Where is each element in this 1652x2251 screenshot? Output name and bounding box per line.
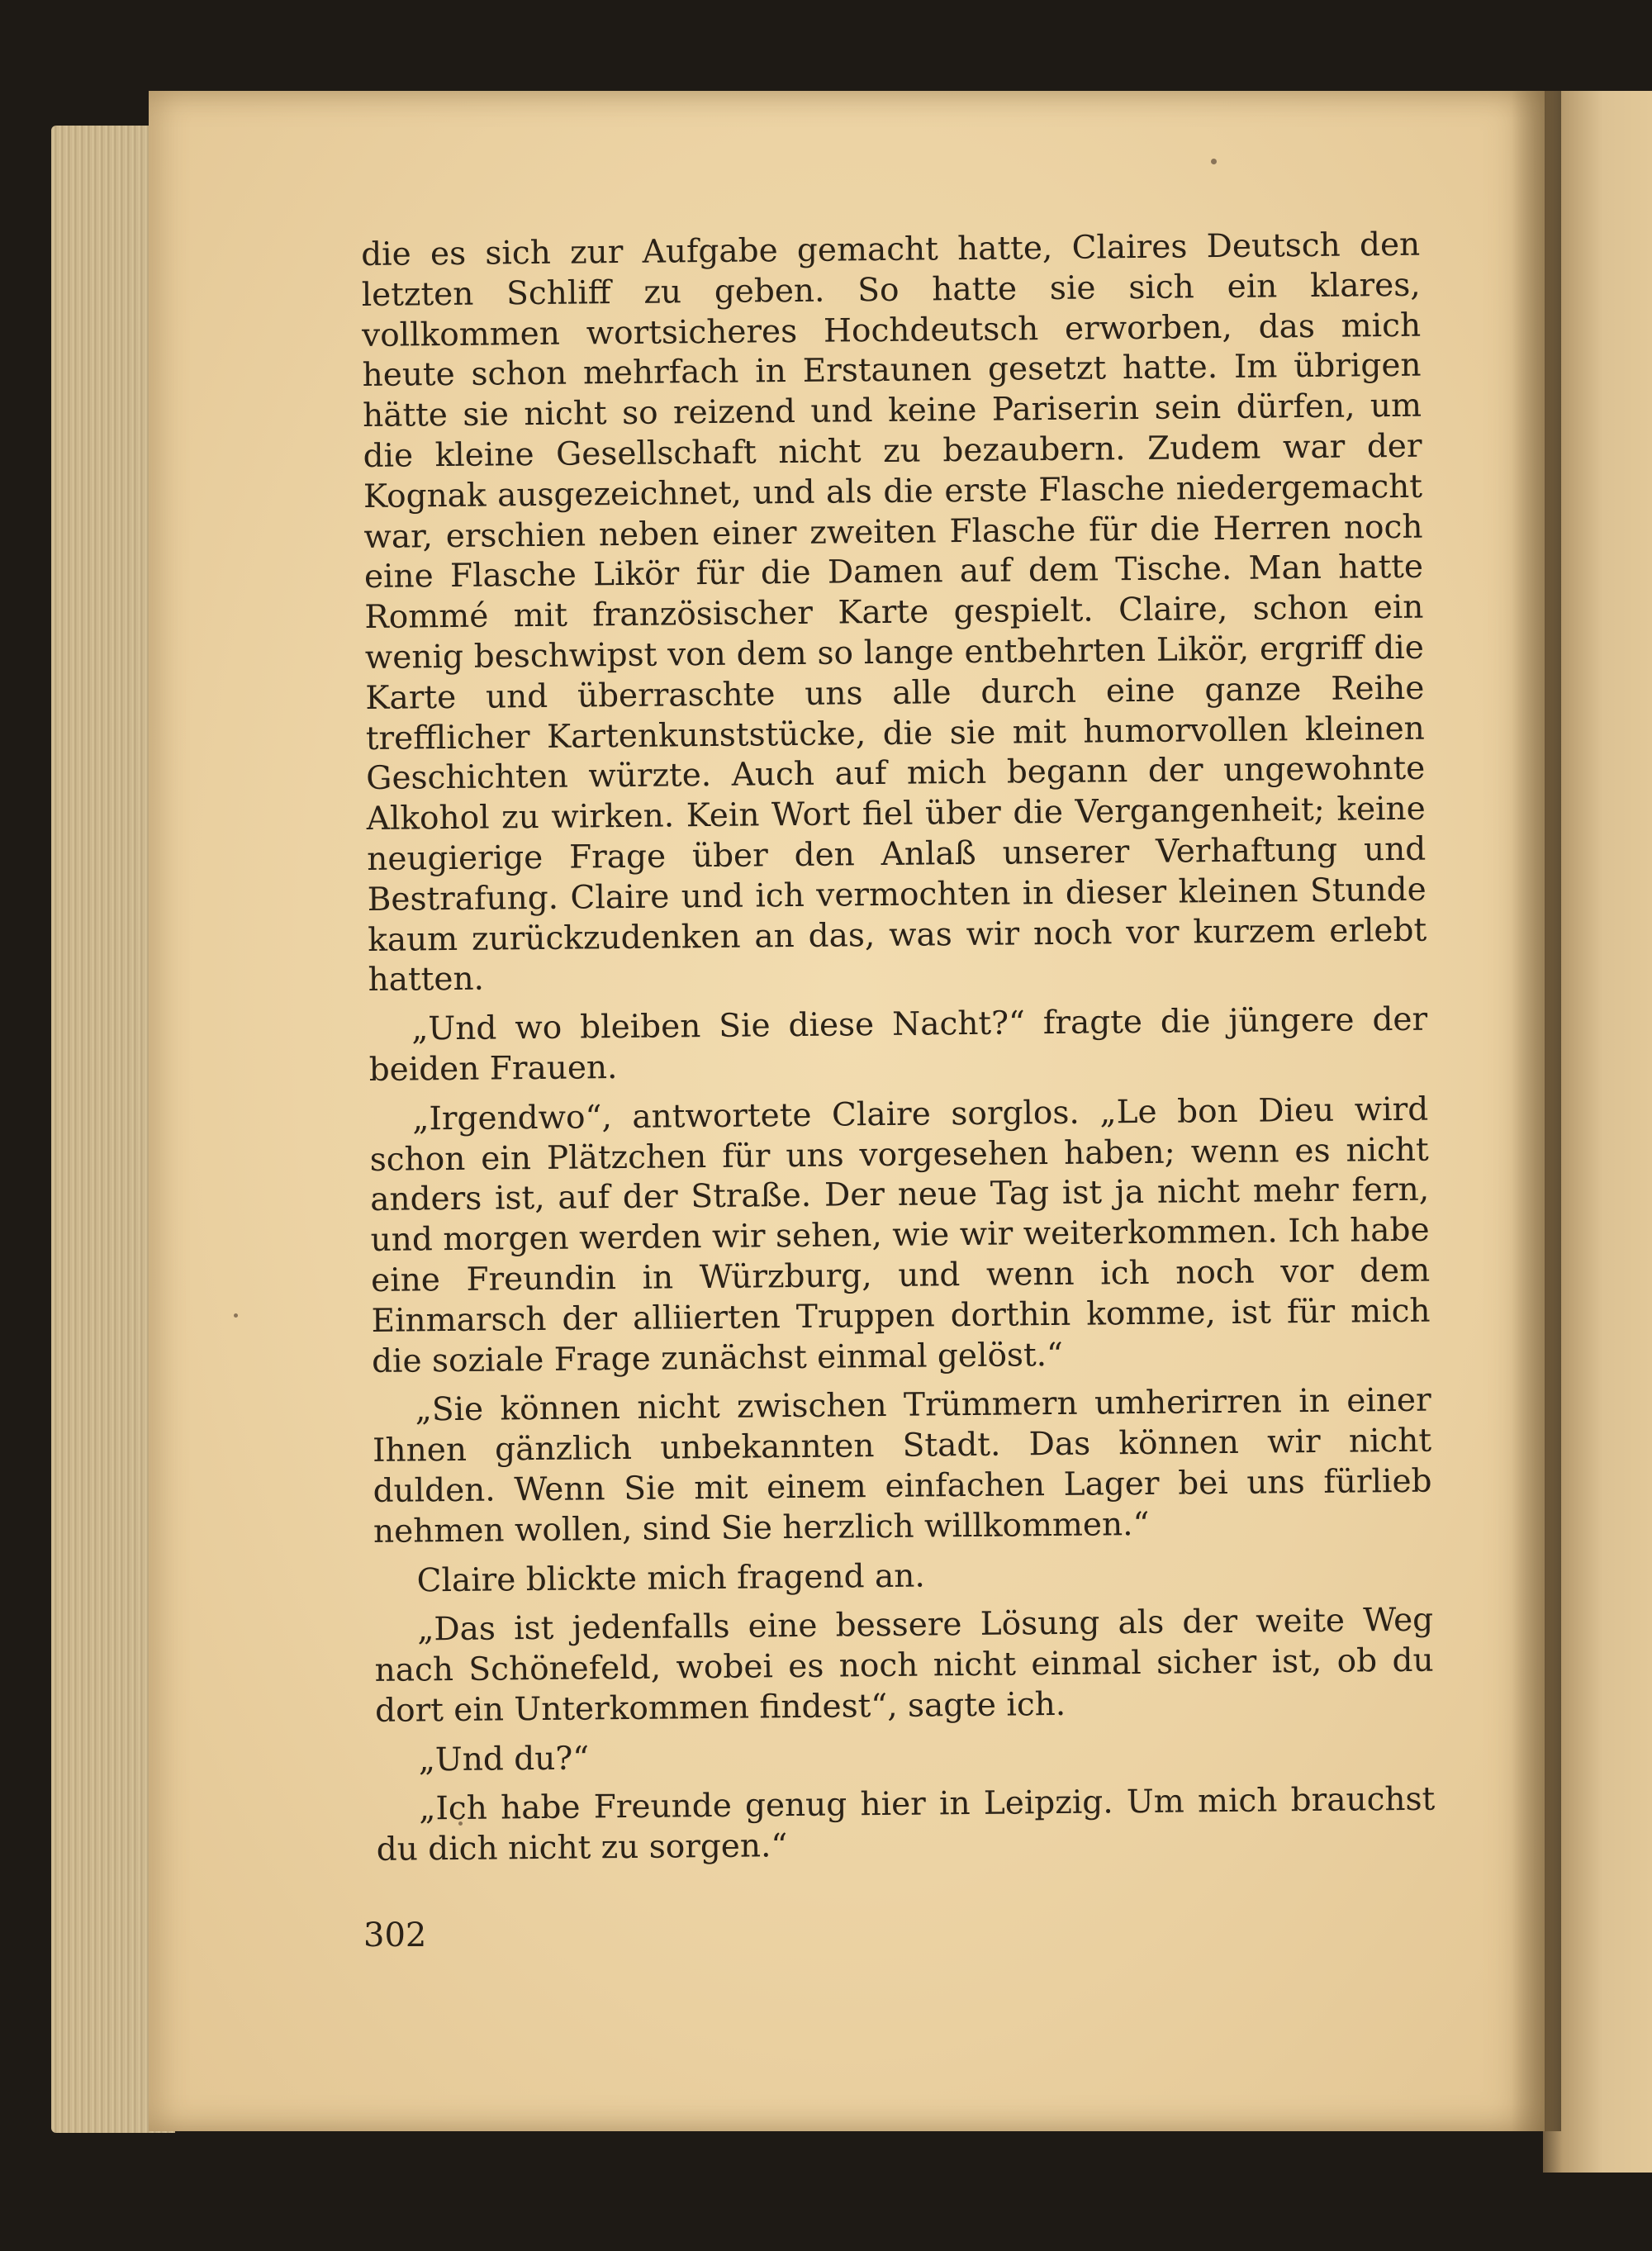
- body-text: [361, 226, 1436, 1880]
- paragraph: „Sie können nicht zwischen Trümmern umherirren in einer Ihnen gänzlich unbekannten Stadt. Das können wir nicht dulden. Wenn Sie mit einem einfachen Lager bei uns fürlieb nehmen wollen, sind Sie herzlich willkommen.“: [372, 1381, 1432, 1551]
- paper-speck: [1211, 159, 1217, 164]
- paragraph: die es sich zur Aufgabe gemacht hatte, Claires Deutsch den letzten Schliff zu geben. So hatte sie sich ein klares, vollkommen wortsicheres Hochdeutsch erworben, das mich heute schon mehrfach in Erstaunen gesetzt hatte. Im übrigen hätte sie nicht so reizend und keine Pariserin sein dürfen, um die kleine Gesellschaft nicht zu bezaubern. Zudem war der Kognak ausgezeichnet, und als die erste Flasche niedergemacht war, erschien neben einer zweiten Flasche für die Herren noch eine Flasche Likör für die Damen auf dem Tische. Man hatte Rommé mit französischer Karte gespielt. Claire, schon ein wenig beschwipst von dem so lange entbehrten Likör, ergriff die Karte und überraschte uns alle durch eine ganze Reihe trefflicher Kartenkunststücke, die sie mit humorvollen kleinen Geschichten würzte. Auch auf mich begann der ungewohnte Alkohol zu wirken. Kein Wort fiel über die Vergangenheit; keine neugierige Frage über den Anlaß unserer Verhaftung und Bestrafung. Claire und ich vermochten in dieser kleinen Stunde kaum zurückzudenken an das, was wir noch vor kurzem erlebt hatten.: [361, 226, 1427, 1000]
- paragraph: „Und du?“: [418, 1740, 590, 1779]
- paragraph: „Das ist jedenfalls eine bessere Lösung als der weite Weg nach Schönefeld, wobei es noch nicht einmal sicher ist, ob du dort ein Unterkommen findest“, sagte ich.: [374, 1601, 1434, 1730]
- gutter-shadow: [1512, 91, 1561, 2131]
- paper-speck: [234, 1313, 238, 1318]
- page-number: 302: [363, 1916, 427, 1954]
- paragraph: Claire blickte mich fragend an.: [416, 1557, 925, 1599]
- paragraph: „Irgendwo“, antwortete Claire sorglos. „Le bon Dieu wird schon ein Plätzchen für uns vorgesehen haben; wenn es nicht anders ist, auf der Straße. Der neue Tag ist ja nicht mehr fern, und morgen werden wir sehen, wie wir weiterkommen. Ich habe eine Freundin in Würzburg, und wenn ich noch vor dem Einmarsch der alliierten Truppen dorthin komme, ist für mich die soziale Frage zunächst einmal gelöst.“: [369, 1090, 1431, 1380]
- paragraph: „Und wo bleiben Sie diese Nacht?“ fragte die jüngere der beiden Frauen.: [368, 1000, 1428, 1089]
- paragraph: „Ich habe Freunde genug hier in Leipzig. Um mich brauchst du dich nicht zu sorgen.“: [376, 1781, 1436, 1869]
